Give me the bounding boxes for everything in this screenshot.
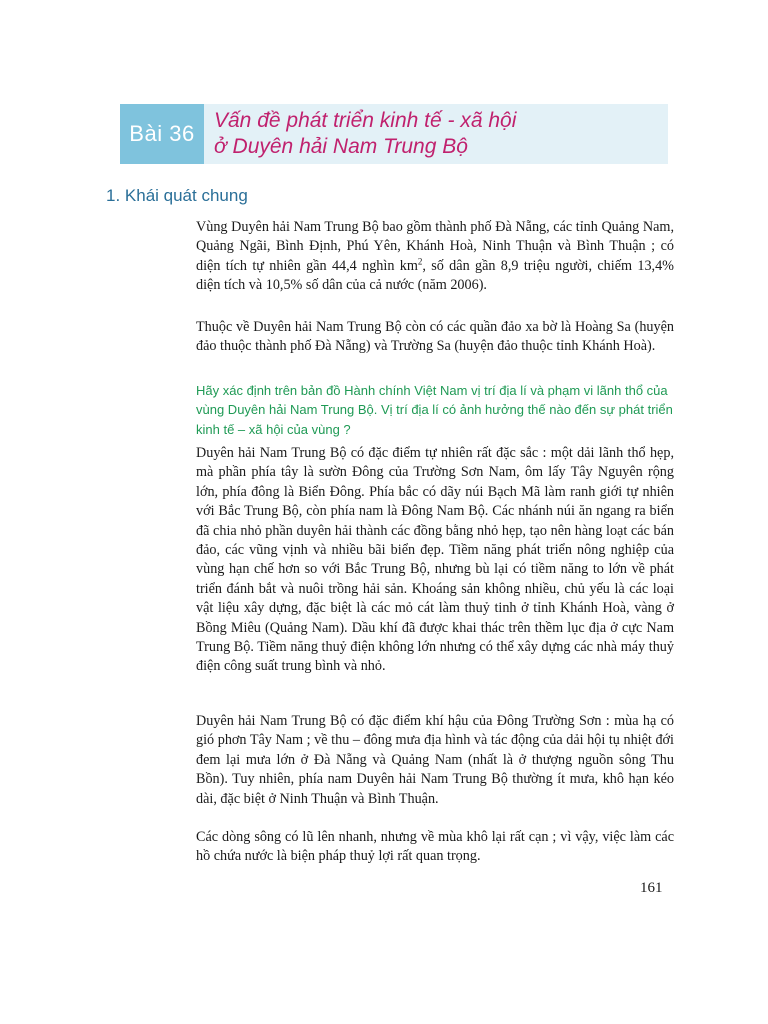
paragraph-5: Các dòng sông có lũ lên nhanh, nhưng về mùa khô lại rất cạn ; vì vậy, việc làm các hồ chứa nước là biện pháp thuỷ lợi rất quan trọng. bbox=[196, 829, 674, 865]
lesson-badge bbox=[120, 104, 204, 164]
paragraph-1-tail: , số dân gần 8,9 triệu người, chiếm 13,4% diện tích và 10,5% số dân của cả nước (năm 2006). bbox=[196, 257, 674, 294]
paragraph-1-main: Vùng Duyên hải Nam Trung Bộ bao gồm thành phố Đà Nẵng, các tỉnh Quảng Nam, Quảng Ngãi, Bình Định, Phú Yên, Khánh Hoà, Ninh Thuận và Bình Thuận ; có diện tích tự nhiên gần 44,4 nghìn km bbox=[196, 219, 674, 274]
lesson-header bbox=[120, 104, 668, 164]
section-heading: 1. Khái quát chung bbox=[106, 186, 248, 205]
lesson-title bbox=[204, 104, 668, 164]
paragraph-4: Duyên hải Nam Trung Bộ có đặc điểm khí hậu của Đông Trường Sơn : mùa hạ có gió phơn Tây Nam ; về thu – đông mưa địa hình và tác động của dải hội tụ nhiệt đới đem lại mưa lớn ở Đà Nẵng và Quảng Nam (nhất là ở thượng nguồn sông Thu Bồn). Tuy nhiên, phía nam Duyên hải Nam Trung Bộ thường ít mưa, khô hạn kéo dài, đặc biệt ở Ninh Thuận và Bình Thuận. bbox=[196, 713, 674, 807]
paragraph-2: Thuộc về Duyên hải Nam Trung Bộ còn có các quần đảo xa bờ là Hoàng Sa (huyện đảo thuộc thành phố Đà Nẵng) và Trường Sa (huyện đảo thuộc tỉnh Khánh Hoà). bbox=[196, 319, 674, 355]
paragraph-3: Duyên hải Nam Trung Bộ có đặc điểm tự nhiên rất đặc sắc : một dải lãnh thổ hẹp, mà phần phía tây là sườn Đông của Trường Sơn Nam, ôm lấy Tây Nguyên rộng lớn, phía đông là Biển Đông. Phía bắc có dãy núi Bạch Mã làm ranh giới tự nhiên với Bắc Trung Bộ, còn phía nam là Đông Nam Bộ. Các nhánh núi ăn ngang ra biển đã chia nhỏ phần duyên hải thành các đồng bằng nhỏ hẹp, tạo nên hàng loạt các bán đảo, các vũng vịnh và nhiều bãi biển đẹp. Tiềm năng phát triển nông nghiệp của vùng hạn chế hơn so với Bắc Trung Bộ, nhưng bù lại có tiềm năng to lớn về phát triển đánh bắt và nuôi trồng hải sản. Khoáng sản không nhiều, chủ yếu là các loại vật liệu xây dựng, đặc biệt là các mỏ cát làm thuỷ tinh ở tỉnh Khánh Hoà, vàng ở Bồng Miêu (Quảng Nam). Dầu khí đã được khai thác trên thềm lục địa ở cực Nam Trung Bộ. Tiềm năng thuỷ điện không lớn nhưng có thể xây dựng các nhà máy thuỷ điện công suất trung bình và nhỏ. bbox=[196, 445, 674, 675]
paragraph-1 bbox=[196, 218, 674, 296]
lesson-title-line-2: ở Duyên hải Nam Trung Bộ bbox=[214, 135, 468, 158]
lesson-number: Bài 36 bbox=[129, 121, 195, 146]
paragraph-1-superscript: 2 bbox=[417, 256, 423, 267]
lesson-title-line-1: Vấn đề phát triển kinh tế - xã hội bbox=[214, 109, 517, 132]
page-number: 161 bbox=[640, 880, 663, 896]
question-prompt: Hãy xác định trên bản đồ Hành chính Việt Nam vị trí địa lí và phạm vi lãnh thổ của vùng Duyên hải Nam Trung Bộ. Vị trí địa lí có ảnh hưởng thế nào đến sự phát triển kinh tế – xã hội của vùng ? bbox=[196, 383, 673, 437]
